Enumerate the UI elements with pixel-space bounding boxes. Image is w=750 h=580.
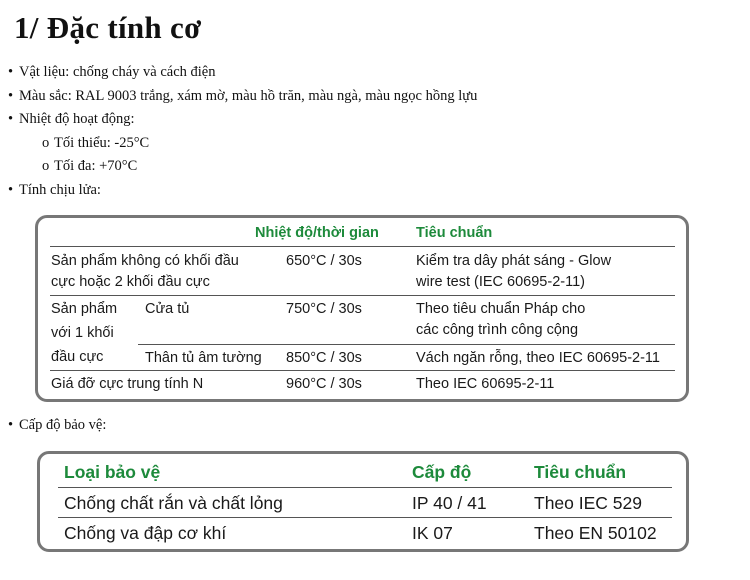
header-standard: Tiêu chuẩn [416,225,493,241]
row2a-standard-line1: Theo tiêu chuẩn Pháp cho [416,301,586,317]
property-temperature [8,110,135,128]
row3-product: Giá đỡ cực trung tính N [51,376,204,392]
bullet: • [8,417,14,433]
row2a-standard-line2: các công trình công cộng [416,322,579,338]
protection-row2-type: Chống va đập cơ khí [64,523,227,543]
header-divider [58,487,672,488]
protection-table [37,451,689,552]
property-fire [8,181,101,199]
bullet: • [8,64,14,80]
header-protection-level: Cấp độ [412,462,472,482]
row2b-temp: 850°C / 30s [286,350,362,366]
row-divider [58,517,672,518]
row2b-standard: Vách ngăn rỗng, theo IEC 60695-2-11 [416,350,660,366]
property-material-text: Vật liệu: chống cháy và cách điện [19,64,216,80]
property-material [8,63,215,81]
sub-bullet: o [42,135,50,151]
property-protection [8,416,106,434]
property-temperature-text: Nhiệt độ hoạt động: [19,111,135,127]
row-divider [50,295,675,296]
sub-row-divider [138,344,675,345]
protection-row2-level: IK 07 [412,523,453,543]
header-divider [50,246,675,247]
row3-standard: Theo IEC 60695-2-11 [416,376,555,392]
header-protection-standard: Tiêu chuẩn [534,462,627,482]
bullet: • [8,182,14,198]
sub-bullet: o [42,158,50,174]
row1-product-line1: Sản phẩm không có khối đầu [51,253,239,269]
temp-max-text: Tối đa: +70°C [54,158,138,174]
temp-min [42,134,149,152]
row2-group-line1: Sản phẩm [51,301,118,317]
section-heading: 1/ Đặc tính cơ [14,10,202,45]
row2b-sub: Thân tủ âm tường [145,350,262,366]
protection-row1-standard: Theo IEC 529 [534,493,642,513]
row2a-sub: Cửa tủ [145,301,190,317]
bullet: • [8,111,14,127]
protection-row1-type: Chống chất rắn và chất lỏng [64,493,283,513]
temp-min-text: Tối thiểu: -25°C [54,135,150,151]
bullet: • [8,88,14,104]
row2a-temp: 750°C / 30s [286,301,362,317]
row-divider [50,370,675,371]
header-protection-type: Loại bảo vệ [64,462,161,482]
row3-temp: 960°C / 30s [286,376,362,392]
protection-row2-standard: Theo EN 50102 [534,523,657,543]
row2-group-line3: đầu cực [51,349,104,365]
property-fire-text: Tính chịu lửa: [19,182,101,198]
row1-product-line2: cực hoặc 2 khối đầu cực [51,274,210,290]
property-protection-text: Cấp độ bảo vệ: [19,417,107,433]
row1-standard-line2: wire test (IEC 60695-2-11) [416,274,585,290]
row1-temp: 650°C / 30s [286,253,362,269]
row2-group-line2: với 1 khối [51,325,114,341]
property-color-text: Màu sắc: RAL 9003 trắng, xám mờ, màu hồ trăn, màu ngà, màu ngọc hồng lựu [19,88,478,104]
fire-resistance-table [35,215,689,402]
row1-standard-line1: Kiểm tra dây phát sáng - Glow [416,253,612,269]
property-color [8,87,477,105]
temp-max [42,157,137,175]
header-temp-time: Nhiệt độ/thời gian [255,225,379,241]
protection-row1-level: IP 40 / 41 [412,493,487,513]
